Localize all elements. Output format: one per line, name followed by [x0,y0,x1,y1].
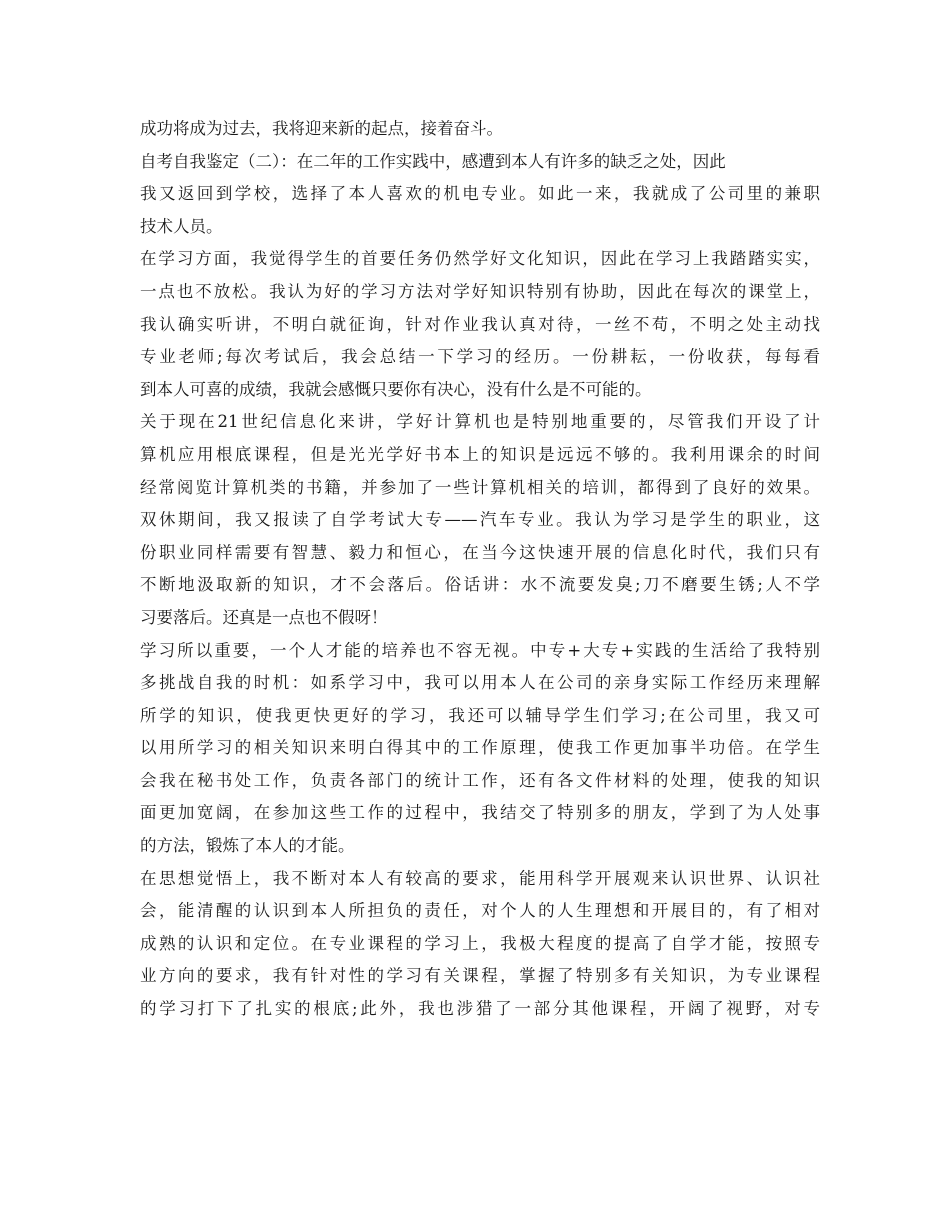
text-line: 不断地汲取新的知识，才不会落后。俗话讲：水不流要发臭;刀不磨要生锈;人不学 [140,575,820,595]
text-line: 多挑战自我的时机：如系学习中，我可以用本人在公司的亲身实际工作经历来理解 [140,673,820,693]
text-line: 会我在秘书处工作，负责各部门的统计工作，还有各文件材料的处理，使我的知识 [140,770,820,790]
text-line: 学习所以重要，一个人才能的培养也不容无视。中专+大专+实践的生活给了我特别 [140,640,820,660]
text-line: 习要落后。还真是一点也不假呀！ [140,607,388,627]
text-line: 份职业同样需要有智慧、毅力和恒心，在当今这快速开展的信息化时代，我们只有 [140,542,820,562]
text-line: 以用所学习的相关知识来明白得其中的工作原理，使我工作更加事半功倍。在学生 [140,738,820,758]
text-line: 双休期间，我又报读了自学考试大专——汽车专业。我认为学习是学生的职业，这 [140,510,820,530]
text-line: 面更加宽阔，在参加这些工作的过程中，我结交了特别多的朋友，学到了为人处事 [140,803,820,823]
text-line: 专业老师;每次考试后，我会总结一下学习的经历。一份耕耘，一份收获，每每看 [140,347,820,367]
text-line: 我认确实听讲，不明白就征询，针对作业我认真对待，一丝不苟，不明之处主动找 [140,314,820,334]
text-line: 成熟的认识和定位。在专业课程的学习上，我极大程度的提高了自学才能，按照专 [140,933,820,953]
text-line: 所学的知识，使我更快更好的学习，我还可以辅导学生们学习;在公司里，我又可 [140,705,820,725]
text-line: 一点也不放松。我认为好的学习方法对学好知识特别有协助，因此在每次的课堂上， [140,281,820,301]
text-line: 关于现在21世纪信息化来讲，学好计算机也是特别地重要的，尽管我们开设了计 [140,412,820,432]
text-line: 我又返回到学校，选择了本人喜欢的机电专业。如此一来，我就成了公司里的兼职 [140,184,820,204]
text-line: 技术人员。 [140,216,223,236]
text-line: 会，能清醒的认识到本人所担负的责任，对个人的人生理想和开展目的，有了相对 [140,901,820,921]
text-line: 成功将成为过去，我将迎来新的起点，接着奋斗。 [140,119,503,138]
text-line: 到本人可喜的成绩，我就会感慨只要你有决心，没有什么是不可能的。 [140,379,652,399]
text-line: 在思想觉悟上，我不断对本人有较高的要求，能用科学开展观来认识世界、认识社 [140,868,820,888]
text-line: 的学习打下了扎实的根底;此外，我也涉猎了一部分其他课程，开阔了视野，对专 [140,999,820,1019]
text-line: 经常阅览计算机类的书籍，并参加了一些计算机相关的培训，都得到了良好的效果。 [140,477,820,497]
text-line: 业方向的要求，我有针对性的学习有关课程，掌握了特别多有关知识，为专业课程 [140,966,820,986]
text-line: 在学习方面，我觉得学生的首要任务仍然学好文化知识，因此在学习上我踏踏实实， [140,249,820,269]
text-line: 算机应用根底课程，但是光光学好书本上的知识是远远不够的。我利用课余的时间 [140,444,820,464]
text-line: 自考自我鉴定（二）：在二年的工作实践中，感遭到本人有许多的缺乏之处，因此 [140,151,726,171]
document-body [140,113,820,1026]
text-line: 的方法，锻炼了本人的才能。 [140,836,355,856]
